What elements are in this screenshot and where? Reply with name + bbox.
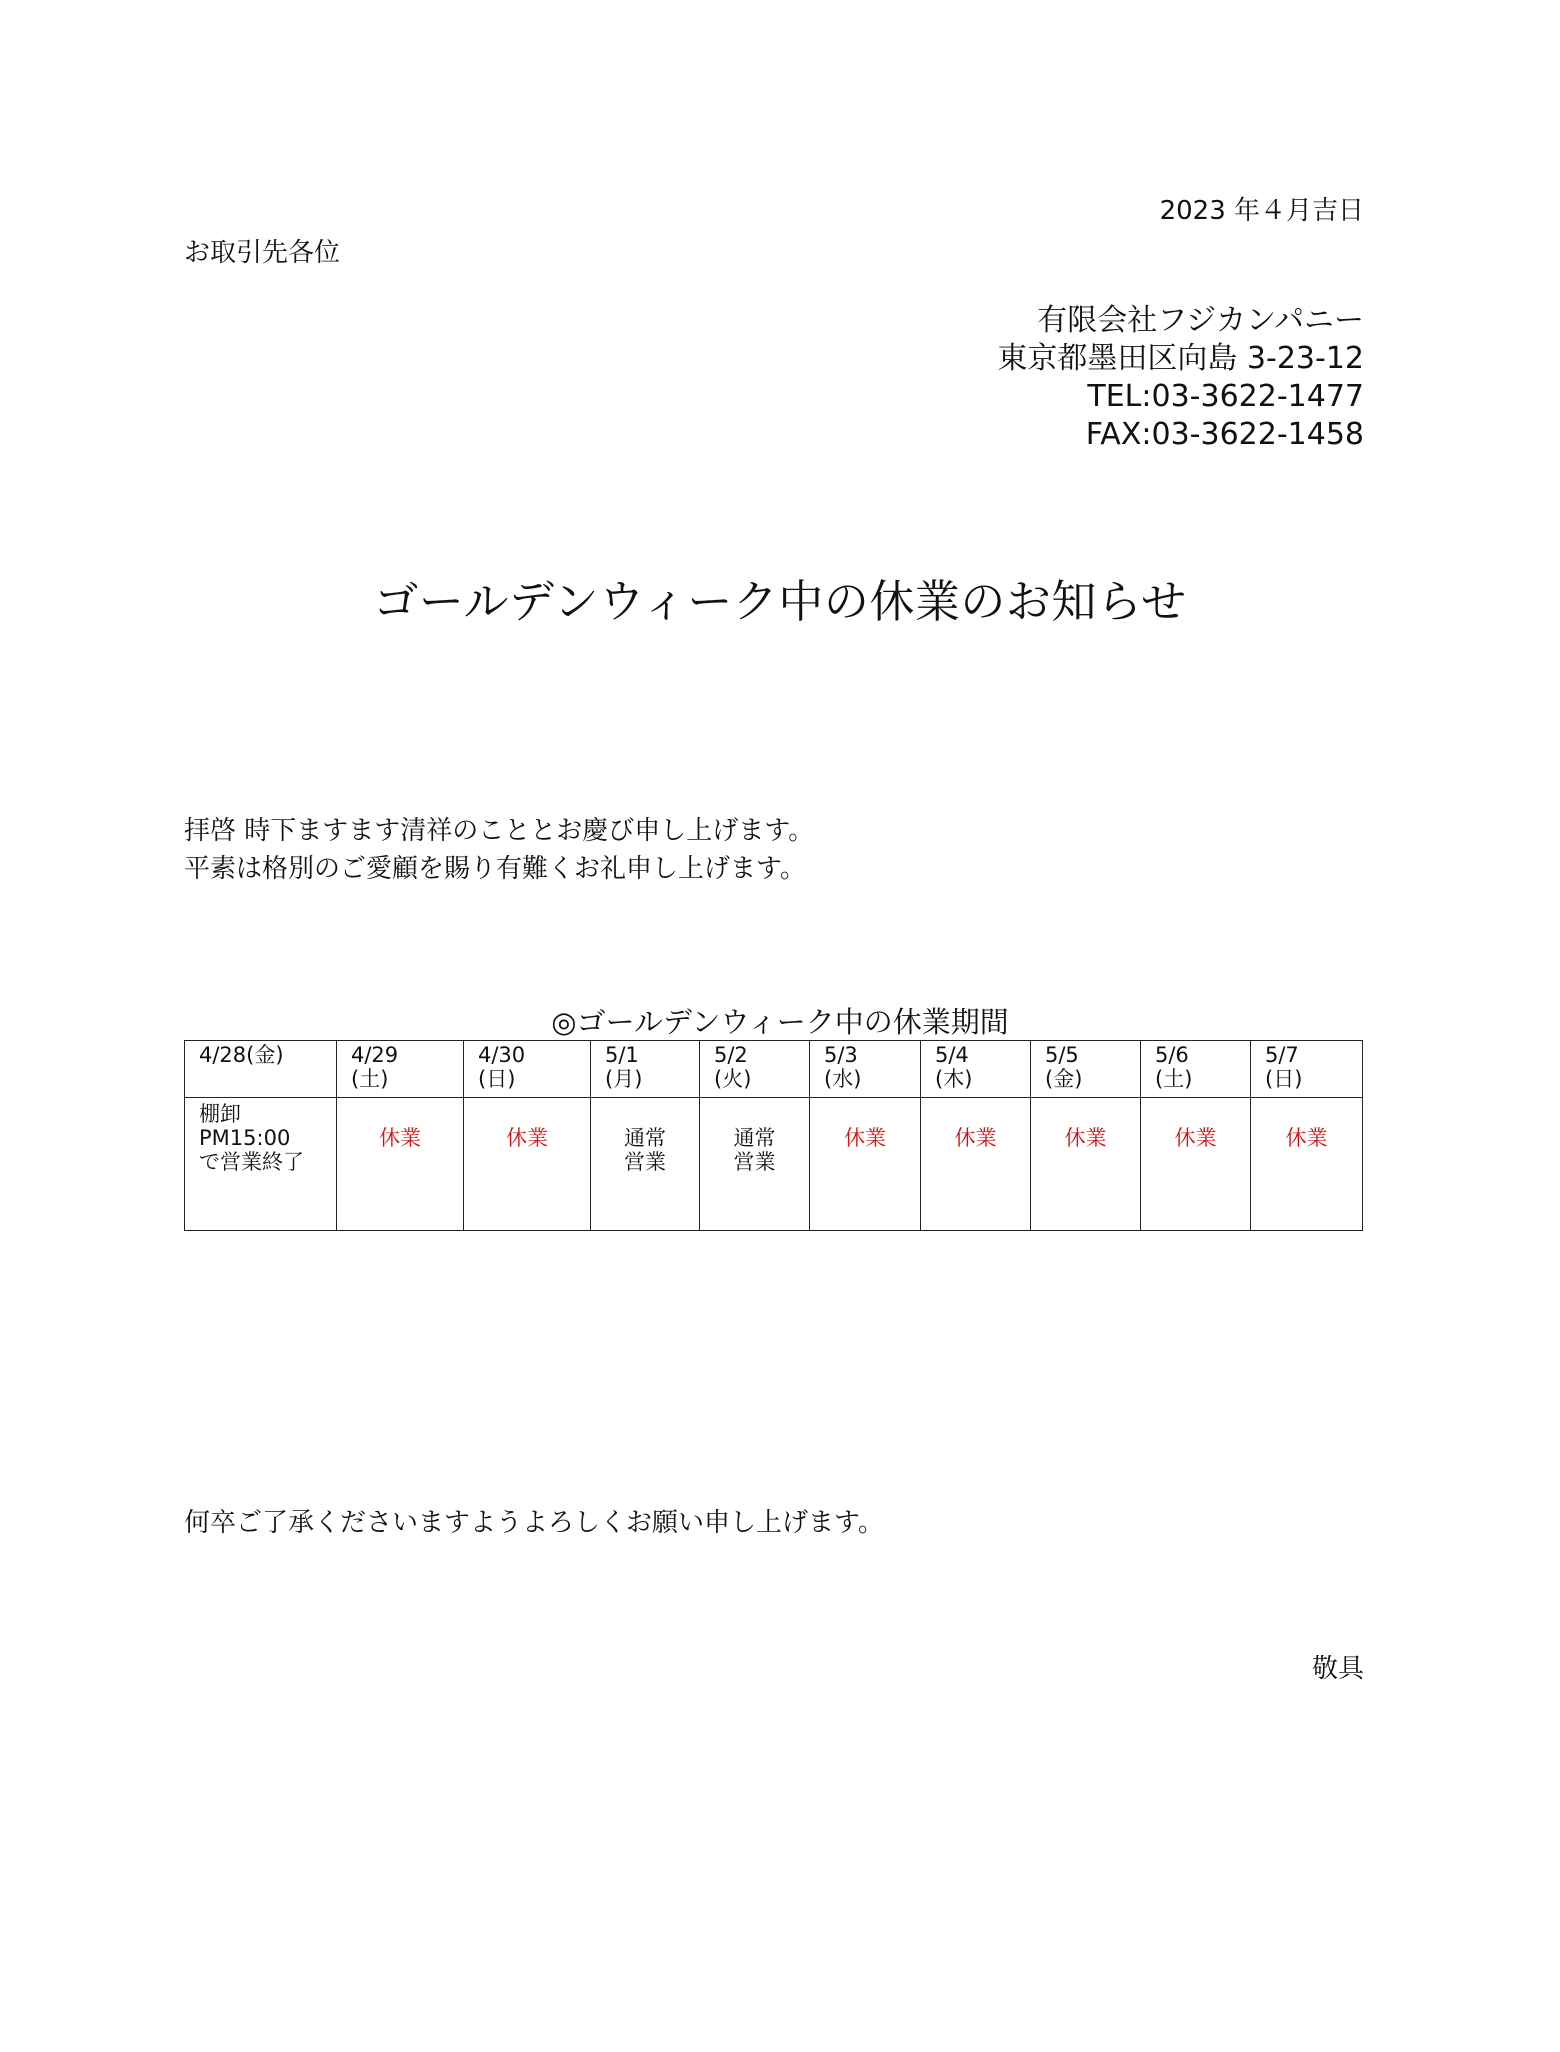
closed-label: 休業 <box>379 1126 421 1150</box>
greeting-line-2: 平素は格別のご愛顧を賜り有難くお礼申し上げます。 <box>184 854 806 884</box>
day-status <box>337 1098 464 1231</box>
day-date: 5/1 <box>605 1043 639 1067</box>
day-date: 5/6 <box>1155 1043 1189 1067</box>
day-date: 5/3 <box>824 1043 858 1067</box>
day-header <box>591 1041 700 1098</box>
status-line: 営業 <box>733 1150 776 1174</box>
day-status <box>464 1098 591 1231</box>
schedule-status-row <box>185 1098 1363 1231</box>
page-title: ゴールデンウィーク中の休業のお知らせ <box>373 575 1187 628</box>
schedule-title: ◎ゴールデンウィーク中の休業期間 <box>551 1005 1009 1039</box>
closed-label: 休業 <box>1064 1126 1107 1150</box>
day-header <box>464 1041 591 1098</box>
sender-block <box>997 302 1364 454</box>
day-status <box>1031 1098 1141 1231</box>
day-date: 4/29 <box>351 1043 399 1067</box>
day-weekday: (木) <box>935 1067 973 1091</box>
open-label <box>624 1126 666 1174</box>
day-date: 5/7 <box>1265 1043 1299 1067</box>
day-header <box>810 1041 921 1098</box>
status-line: 通常 <box>733 1126 776 1150</box>
sender-company: 有限会社フジカンパニー <box>1037 303 1364 338</box>
day-header <box>1251 1041 1363 1098</box>
day-status <box>810 1098 921 1231</box>
day-status <box>1251 1098 1363 1231</box>
day-status <box>185 1098 337 1231</box>
day-header <box>185 1041 337 1098</box>
status-line: 通常 <box>624 1126 666 1150</box>
day-date: 4/28(金) <box>199 1043 284 1067</box>
greeting <box>184 812 814 888</box>
day-header <box>921 1041 1031 1098</box>
day-weekday: (月) <box>605 1067 643 1091</box>
day-date: 5/2 <box>714 1043 748 1067</box>
closed-label: 休業 <box>954 1126 997 1150</box>
closed-label: 休業 <box>844 1126 886 1150</box>
sender-fax: FAX:03-3622-1458 <box>1085 417 1364 452</box>
schedule-table <box>184 1040 1363 1231</box>
day-date: 4/30 <box>478 1043 526 1067</box>
recipient: お取引先各位 <box>184 238 341 268</box>
day-header <box>1031 1041 1141 1098</box>
sender-address: 東京都墨田区向島 3-23-12 <box>997 341 1364 376</box>
status-line: 営業 <box>624 1150 666 1174</box>
open-label <box>734 1126 776 1174</box>
closed-label: 休業 <box>1174 1126 1217 1150</box>
day-weekday: (日) <box>478 1067 516 1091</box>
sender-tel: TEL:03-3622-1477 <box>1087 379 1364 414</box>
day-weekday: (水) <box>824 1067 862 1091</box>
day-date: 5/4 <box>935 1043 969 1067</box>
day-header <box>1141 1041 1251 1098</box>
closed-label: 休業 <box>506 1126 548 1150</box>
day-status <box>591 1098 700 1231</box>
day-weekday: (火) <box>714 1067 752 1091</box>
greeting-line-1: 拝啓 時下ますます清祥のこととお慶び申し上げます。 <box>184 816 815 846</box>
sign-off: 敬具 <box>1311 1654 1364 1684</box>
day-status <box>921 1098 1031 1231</box>
day-status <box>1141 1098 1251 1231</box>
closed-label: 休業 <box>1285 1126 1328 1150</box>
status-line: PM15:00 <box>199 1126 291 1150</box>
status-line: で営業終了 <box>199 1150 304 1174</box>
schedule-header-row <box>185 1041 1363 1098</box>
status-line: 棚卸 <box>199 1102 241 1126</box>
day-header <box>700 1041 810 1098</box>
day-header <box>337 1041 464 1098</box>
letter-date: 2023 年４月吉日 <box>1159 196 1364 226</box>
day-status <box>700 1098 810 1231</box>
day-date: 5/5 <box>1045 1043 1079 1067</box>
day-weekday: (日) <box>1265 1067 1303 1091</box>
day-weekday: (土) <box>351 1067 389 1091</box>
day-weekday: (金) <box>1045 1067 1083 1091</box>
closing-text: 何卒ご了承くださいますようよろしくお願い申し上げます。 <box>184 1508 884 1538</box>
day-weekday: (土) <box>1155 1067 1193 1091</box>
